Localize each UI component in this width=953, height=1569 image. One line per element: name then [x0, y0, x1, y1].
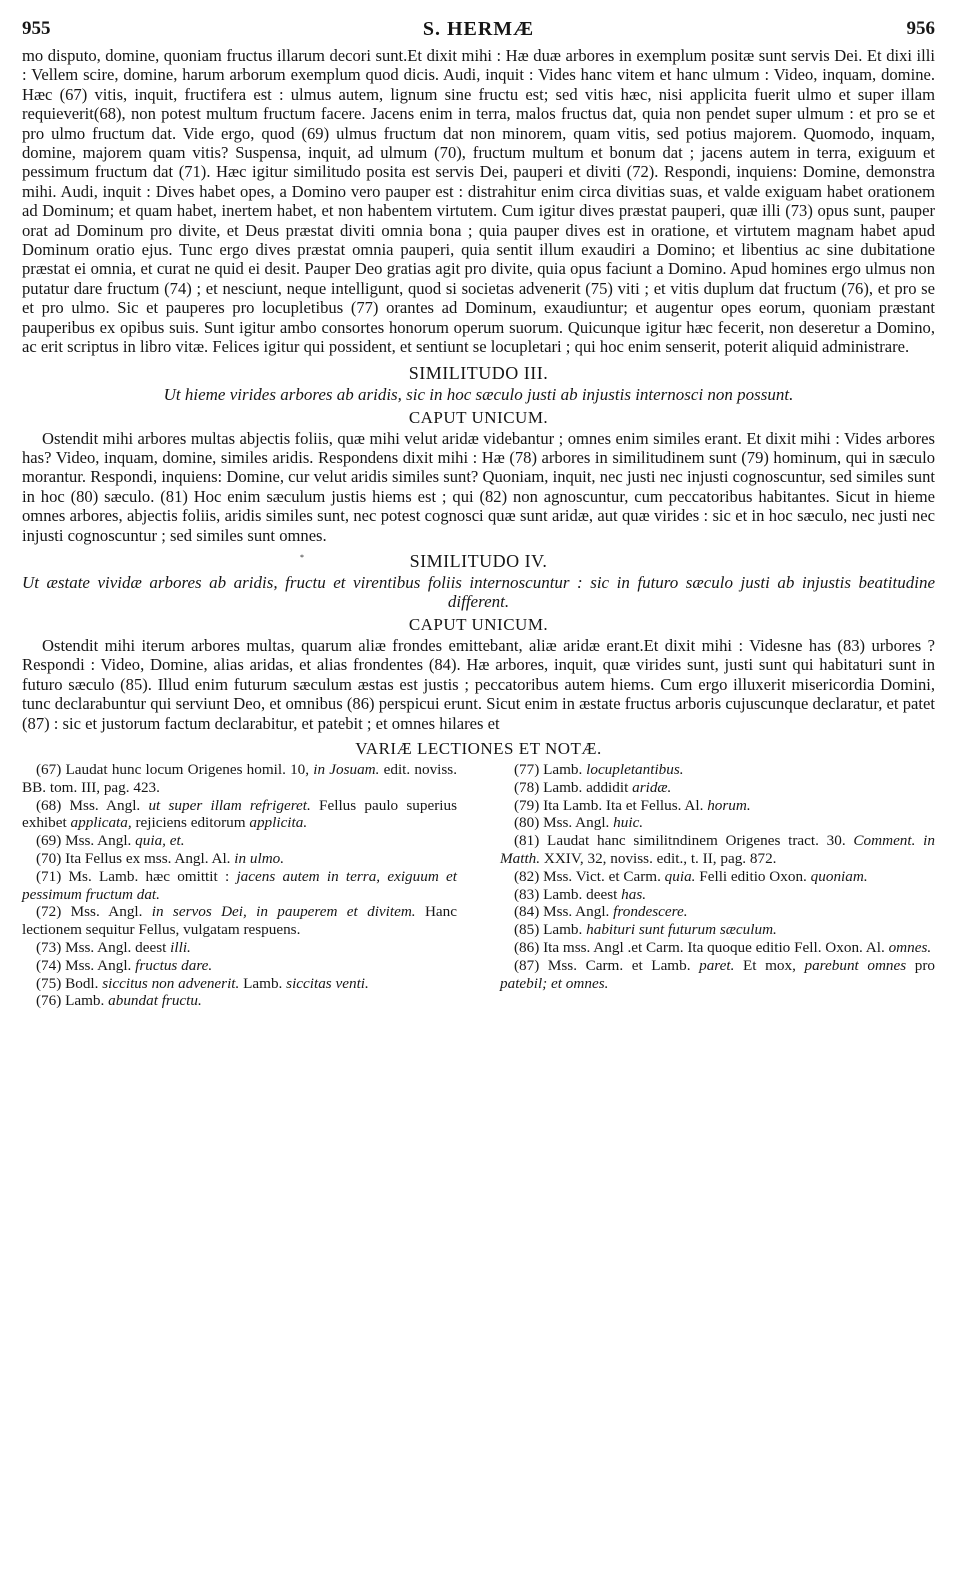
- footnote: (75) Bodl. siccitus non advenerit. Lamb. siccitas venti.: [36, 974, 369, 992]
- footnote: (70) Ita Fellus ex mss. Angl. Al. in ulmo.: [36, 849, 285, 867]
- notes-section: [22, 761, 935, 1010]
- footnote: (82) Mss. Vict. et Carm. quia. Felli editio Oxon. quoniam.: [514, 867, 868, 885]
- footnote: (87) Mss. Carm. et Lamb. paret. Et mox, parebunt omnes pro patebil; et omnes.: [500, 956, 936, 992]
- page-number-left: 955: [22, 18, 51, 39]
- footnote: (76) Lamb. abundat fructu.: [36, 992, 202, 1010]
- similitudo-3-body: [22, 429, 935, 545]
- running-head: [22, 16, 935, 46]
- footnote: (86) Ita mss. Angl .et Carm. Ita quoque editio Fell. Oxon. Al. omnes.: [514, 938, 932, 956]
- notes-title: VARIÆ LECTIONES ET NOTÆ.: [355, 738, 602, 758]
- footnote: (74) Mss. Angl. fructus dare.: [36, 956, 213, 974]
- footnote: (79) Ita Lamb. Ita et Fellus. Al. horum.: [514, 796, 751, 814]
- footnote: (69) Mss. Angl. quia, et.: [36, 832, 185, 850]
- similitudo-4-section: [22, 551, 935, 733]
- footnote: (71) Ms. Lamb. hæc omittit : jacens autem in terra, exiguum et pessimum fructum dat.: [22, 867, 457, 903]
- notes-right-column: [500, 761, 935, 1010]
- similitudo-3-argument: Ut hieme virides arbores ab aridis, sic in hoc sæculo justi ab injustis internosci non possunt.: [163, 384, 794, 404]
- similitudo-3-text: Ostendit mihi arbores multas abjectis foliis, quæ mihi velut aridæ videbantur ; omnes enim similes erant. Et dixit mihi : Vides arbores has? Video, inquam, domine, similes aridis. Respondens dixit mihi : Hæ (78) arbores in similitudinem sunt (79) hominum, qui in sæculo morantur. Respondi, inquiens: Domine, cur velut aridis similes sunt? Quoniam, inquit, nec justi nec injusti cognoscuntur, sed similes sunt in hoc (80) sæculo. (81) Hoc enim sæculum justis hiems est ; qui (82) non agnoscuntur, cum peccatoribus habitantes. Sicut in hieme omnes arbores, abjectis foliis, aridis similes sunt, nec potest cognosci quæ sunt aridæ, aut quæ virides : sic et in hoc sæculo, nec justi nec injusti cognoscuntur ; sed similes sunt omnes.: [22, 428, 935, 545]
- running-title: S. HERMÆ: [422, 18, 535, 40]
- similitudo-4-body: [22, 636, 935, 733]
- footnote: (80) Mss. Angl. huic.: [514, 814, 644, 832]
- footnote: (72) Mss. Angl. in servos Dei, in pauperem et divitem. Hanc lectionem sequitur Fellus, vulgatam respuens.: [22, 903, 457, 939]
- similitudo-4-caput: CAPUT UNICUM.: [408, 614, 549, 634]
- footnote: (77) Lamb. locupletantibus.: [514, 760, 684, 778]
- similitudo-3-section: [22, 363, 935, 545]
- page-number-right: 956: [906, 18, 935, 39]
- paragraph-continuation: mo disputo, domine, quoniam fructus illarum decori sunt.Et dixit mihi : Hæ duæ arbores in exemplum positæ sunt servis Dei. Et dixi illi : Vellem scire, domine, harum arborum exemplum quod dicis. Audi, inquit : Vides hanc vitem et hanc ulmum : Video, inquam, domine. Hæc (67) vitis, inquit, fructifera est : ulmus autem, lignum sine fructu est; sed vitis hæc, nisi applicita fuerit ulmo et super illam requieverit(68), non potest multum fructum facere. Jacens enim in terra, malos fructus dat, quia non pendet super ulmum : et pro se et pro ulmo fructum dat. Vide ergo, quod (69) ulmus fructum dat non minorem, quam vitis, sed potius majorem. Quomodo, inquam, domine, majorem quam vitis? Suspensa, inquit, ad ulmum (70), fructum multum et bonum dat ; jacens autem in terra, exiguum et pessimum fructum dat (71). Hæc igitur similitudo posita est servis Dei, pauperi et diviti (72). Respondi, inquiens: Domine, demonstra mihi. Audi, inquit : Dives habet opes, a Domino vero pauper est : distrahitur enim circa divitias suas, et valde exiguam habet orationem ad Dominum; et quam habet, inertem habet, et non habentem virtutem. Cum igitur dives præstat pauperi, quæ illi (73) opus sunt, pauper orat ad Dominum pro divite, et Deus præstat diviti omnia bona ; quia pauper dives est in oratione, et virtutem magnam habet apud Dominum oratio ejus. Tunc ergo dives præstat omnia pauperi, quia sentit illum exaudiri a Domino; et libentius ac sine dubitatione præstat ei omnia, et curat ne quid ei desit. Pauper Deo gratias agit pro divite, quia opus faciunt a Domino. Apud homines ergo ulmus non putatur dare fructum (74) ; et nesciunt, neque intelligunt, quod si societas advenerit (75) viti ; et vitis duplum dat fructum (76), et pro se et pro ulmo. Sic et pauperes pro locupletibus (77) orantes ad Dominum, exaudiuntur; et augentur opes eorum, quoniam præstant pauperibus ex opibus suis. Sunt igitur ambo consortes honorum operum suorum. Quicunque igitur hæc fecerit, non deseretur a Domino, ac erit scriptus in libro vitæ. Felices igitur qui possident, et sentiunt se locupletari ; qui hoc enim senserit, poterit aliquid administrare.: [22, 46, 935, 357]
- footnote: (68) Mss. Angl. ut super illam refrigeret. Fellus paulo superius exhibet applicata, rejiciens editorum applicita.: [22, 796, 457, 832]
- footnote: (85) Lamb. habituri sunt futurum sæculum.: [514, 921, 777, 939]
- main-text: [22, 46, 935, 357]
- footnote: (83) Lamb. deest has.: [514, 885, 647, 903]
- similitudo-4-title: SIMILITUDO IV.: [409, 550, 548, 571]
- similitudo-4-text: Ostendit mihi iterum arbores multas, quarum aliæ frondes emittebant, aliæ aridæ erant.Et dixit mihi : Videsne has (83) urbores ? Respondi : Video, Domine, alias aridas, et alias frondentes (84). Hæ arbores, inquit, quæ virides sunt, justi sunt qui habitaturi sunt in futuro sæculo (85). Illud enim futurum sæculum æstas est justis ; peccatoribus autem hiems. Cum ergo illuxerit misericordia Domini, tunc declarabuntur qui serviunt Deo, et omnibus (86) perspicui erunt. Sicut enim in æstate fructus arboris cujuscunque declaratur, et patet (87) : sic et justorum factum declarabitur, et patebit ; et omnes hilares et: [22, 635, 935, 733]
- similitudo-4-argument: Ut æstate vividæ arbores ab aridis, fructu et virentibus foliis internoscuntur : sic in futuro sæculo justi ab injustis beatitudine different.: [22, 572, 935, 611]
- footnote: (84) Mss. Angl. frondescere.: [514, 903, 688, 921]
- ornament-mark: *: [300, 553, 304, 562]
- footnote: (78) Lamb. addidit aridæ.: [514, 778, 672, 796]
- footnote: (81) Laudat hanc similitndinem Origenes tract. 30. Comment. in Matth. XXIV, 32, noviss. edit., t. II, pag. 872.: [500, 832, 935, 867]
- similitudo-3-caput: CAPUT UNICUM.: [408, 407, 549, 427]
- notes-left-column: [22, 761, 457, 1010]
- footnote: (67) Laudat hunc locum Origenes homil. 10, in Josuam. edit. noviss. BB. tom. III, pag. 423.: [22, 760, 457, 796]
- footnote: (73) Mss. Angl. deest illi.: [36, 938, 191, 956]
- similitudo-3-title: SIMILITUDO III.: [408, 362, 549, 383]
